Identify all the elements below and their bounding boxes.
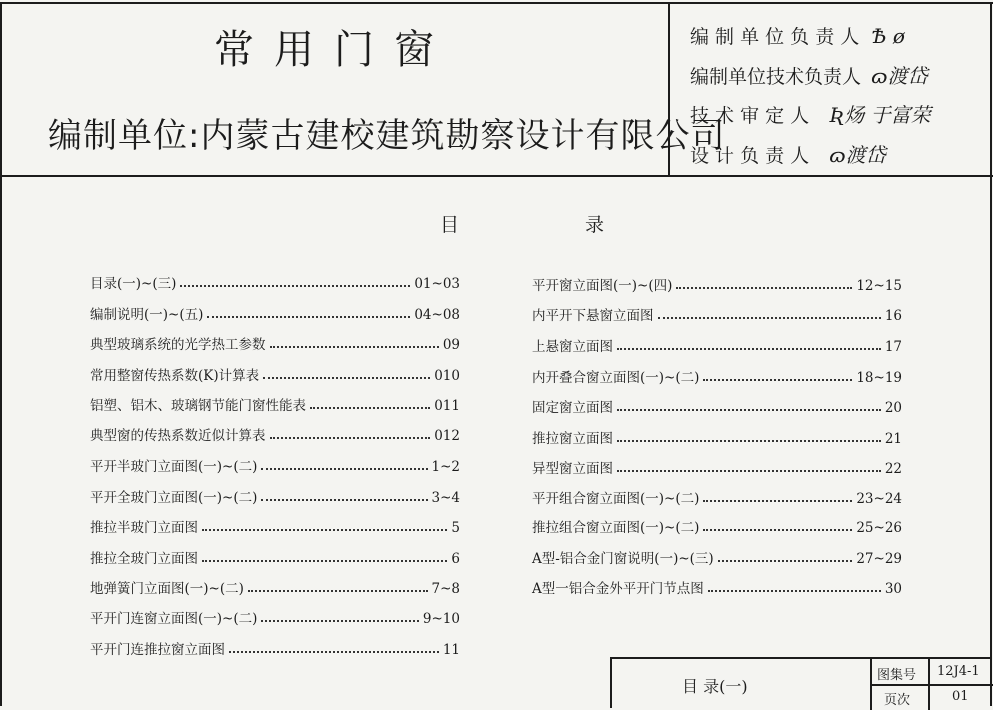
toc-entry-pages: 12~15 <box>856 278 902 294</box>
toc-entry-pages: 17 <box>884 339 902 355</box>
toc-entry-title: 平开门连推拉窗立面图 <box>90 642 225 658</box>
leader-dots <box>703 379 852 381</box>
leader-dots <box>617 470 881 472</box>
leader-dots <box>261 620 419 622</box>
atlas-number-label: 图集号 <box>877 668 917 683</box>
signature: ɷ渡岱 <box>829 143 886 167</box>
toc-entry[interactable] <box>90 422 460 444</box>
toc-entry-title: 地弹簧门立面图(一)~(二) <box>90 581 244 597</box>
atlas-number-value: 12J4-1 <box>937 664 980 679</box>
leader-dots <box>718 560 853 562</box>
toc-entry-title: A型一铝合金外平开门节点图 <box>532 581 704 597</box>
toc-entry[interactable] <box>90 484 460 506</box>
toc-entry[interactable] <box>532 425 902 447</box>
leader-dots <box>703 500 852 502</box>
toc-entry-pages: 20 <box>884 400 902 416</box>
toc-entry-title: 推拉组合窗立面图(一)~(二) <box>532 520 700 536</box>
org-name: 内蒙古建校建筑勘察设计有限公司 <box>200 116 726 156</box>
leader-dots <box>261 468 427 470</box>
toc-entry-title: 平开半玻门立面图(一)~(二) <box>90 459 258 475</box>
leader-dots <box>617 409 881 411</box>
leader-dots <box>229 651 439 653</box>
role-label: 编制单位技术负责人 <box>690 66 862 88</box>
toc-entry[interactable] <box>532 575 902 597</box>
leader-dots <box>248 590 428 592</box>
toc-entry[interactable] <box>532 302 902 324</box>
toc-entry-pages: 7~8 <box>431 581 460 597</box>
role-label: 编 制 单 位 负 责 人 <box>690 26 860 48</box>
toc-entry-pages: 6 <box>451 551 460 567</box>
leader-dots <box>270 346 439 348</box>
role-approver <box>690 99 931 128</box>
toc-entry[interactable] <box>90 575 460 597</box>
top-border <box>0 2 993 4</box>
leader-dots <box>617 348 881 350</box>
toc-entry[interactable] <box>90 270 460 292</box>
leader-dots <box>180 285 410 287</box>
toc-entry-title: 平开窗立面图(一)~(四) <box>532 278 673 294</box>
toc-entry-title: 内平开下悬窗立面图 <box>532 308 654 324</box>
toc-entry-title: 常用整窗传热系数(K)计算表 <box>90 368 260 384</box>
toc-entry-pages: 1~2 <box>431 459 460 475</box>
toc-entry[interactable] <box>532 485 902 507</box>
leader-dots <box>261 499 427 501</box>
leader-dots <box>617 440 881 442</box>
toc-entry-pages: 09 <box>442 337 460 353</box>
toc-entry-title: 上悬窗立面图 <box>532 339 613 355</box>
toc-entry-pages: 9~10 <box>422 611 460 627</box>
toc-entry[interactable] <box>532 394 902 416</box>
org-line <box>48 108 725 157</box>
toc-entry[interactable] <box>532 364 902 386</box>
toc-entry[interactable] <box>90 331 460 353</box>
drawing-name: 目 录(一) <box>682 677 748 696</box>
signature: Ʀ炀 于富荣 <box>829 103 931 127</box>
leader-dots <box>676 287 852 289</box>
toc-entry-pages: 11 <box>442 642 460 658</box>
toc-entry[interactable] <box>532 545 902 567</box>
toc-entry-pages: 27~29 <box>856 551 902 567</box>
org-prefix: 编制单位: <box>48 116 201 156</box>
toc-entry-title: 目录(一)~(三) <box>90 276 177 292</box>
toc-entry-title: 异型窗立面图 <box>532 461 613 477</box>
leader-dots <box>703 529 852 531</box>
toc-entry[interactable] <box>90 636 460 658</box>
toc-entry[interactable] <box>90 453 460 475</box>
leader-dots <box>202 529 447 531</box>
toc-entry[interactable] <box>532 333 902 355</box>
toc-entry-pages: 5 <box>451 520 460 536</box>
leader-dots <box>658 317 881 319</box>
toc-entry-title: 推拉半玻门立面图 <box>90 520 198 536</box>
role-label: 设 计 负 责 人 <box>690 145 810 167</box>
toc-entry[interactable] <box>532 272 902 294</box>
toc-entry[interactable] <box>90 605 460 627</box>
toc-entry-pages: 25~26 <box>856 520 902 536</box>
role-label: 技 术 审 定 人 <box>690 105 810 127</box>
toc-entry-pages: 21 <box>884 431 902 447</box>
toc-entry-title: 平开组合窗立面图(一)~(二) <box>532 491 700 507</box>
left-border <box>0 2 2 706</box>
toc-entry-title: 典型玻璃系统的光学热工参数 <box>90 337 266 353</box>
title-block <box>610 657 991 708</box>
toc-entry-title: 推拉窗立面图 <box>532 431 613 447</box>
toc-entry-pages: 18~19 <box>856 370 902 386</box>
toc-entry-pages: 04~08 <box>414 307 460 323</box>
toc-entry-pages: 3~4 <box>431 490 460 506</box>
leader-dots <box>202 560 447 562</box>
toc-entry-title: 固定窗立面图 <box>532 400 613 416</box>
toc-entry-pages: 011 <box>434 398 460 414</box>
leader-dots <box>263 377 430 379</box>
page-number-label: 页次 <box>884 693 911 708</box>
toc-entry-pages: 30 <box>884 581 902 597</box>
title-block-divider-h <box>870 684 993 686</box>
toc-entry-pages: 012 <box>434 428 460 444</box>
leader-dots <box>310 407 430 409</box>
role-tech-head <box>690 60 928 89</box>
toc-entry-title: 平开全玻门立面图(一)~(二) <box>90 490 258 506</box>
toc-entry-title: 典型窗的传热系数近似计算表 <box>90 428 266 444</box>
role-design-lead <box>690 139 886 168</box>
page-number-value: 01 <box>952 689 969 704</box>
toc-entry[interactable] <box>90 514 460 536</box>
toc-entry[interactable] <box>90 392 460 414</box>
toc-entry[interactable] <box>532 514 902 536</box>
role-org-head <box>690 22 905 49</box>
right-border <box>990 2 992 706</box>
toc-entry-title: 推拉全玻门立面图 <box>90 551 198 567</box>
toc-entry[interactable] <box>90 545 460 567</box>
toc-entry[interactable] <box>532 455 902 477</box>
toc-entry[interactable] <box>90 362 460 384</box>
toc-entry-pages: 23~24 <box>856 491 902 507</box>
toc-entry-pages: 22 <box>884 461 902 477</box>
toc-entry-title: A型-铝合金门窗说明(一)~(三) <box>532 551 714 567</box>
toc-entry-title: 编制说明(一)~(五) <box>90 307 204 323</box>
signature: Ѣ ø <box>871 24 905 48</box>
toc-entry[interactable] <box>90 301 460 323</box>
signature: ɷ渡岱 <box>871 64 928 88</box>
toc-entry-pages: 010 <box>434 368 460 384</box>
toc-entry-pages: 16 <box>884 308 902 324</box>
toc-entry-title: 内开叠合窗立面图(一)~(二) <box>532 370 700 386</box>
toc-entry-pages: 01~03 <box>414 276 460 292</box>
leader-dots <box>270 437 431 439</box>
header-divider <box>0 175 993 177</box>
toc-entry-title: 铝塑、铝木、玻璃钢节能门窗性能表 <box>90 398 306 414</box>
leader-dots <box>708 590 881 592</box>
toc-entry-title: 平开门连窗立面图(一)~(二) <box>90 611 258 627</box>
main-title: 常用门窗 <box>214 27 454 73</box>
leader-dots <box>207 316 410 318</box>
toc-title: 目 录 <box>440 214 665 236</box>
